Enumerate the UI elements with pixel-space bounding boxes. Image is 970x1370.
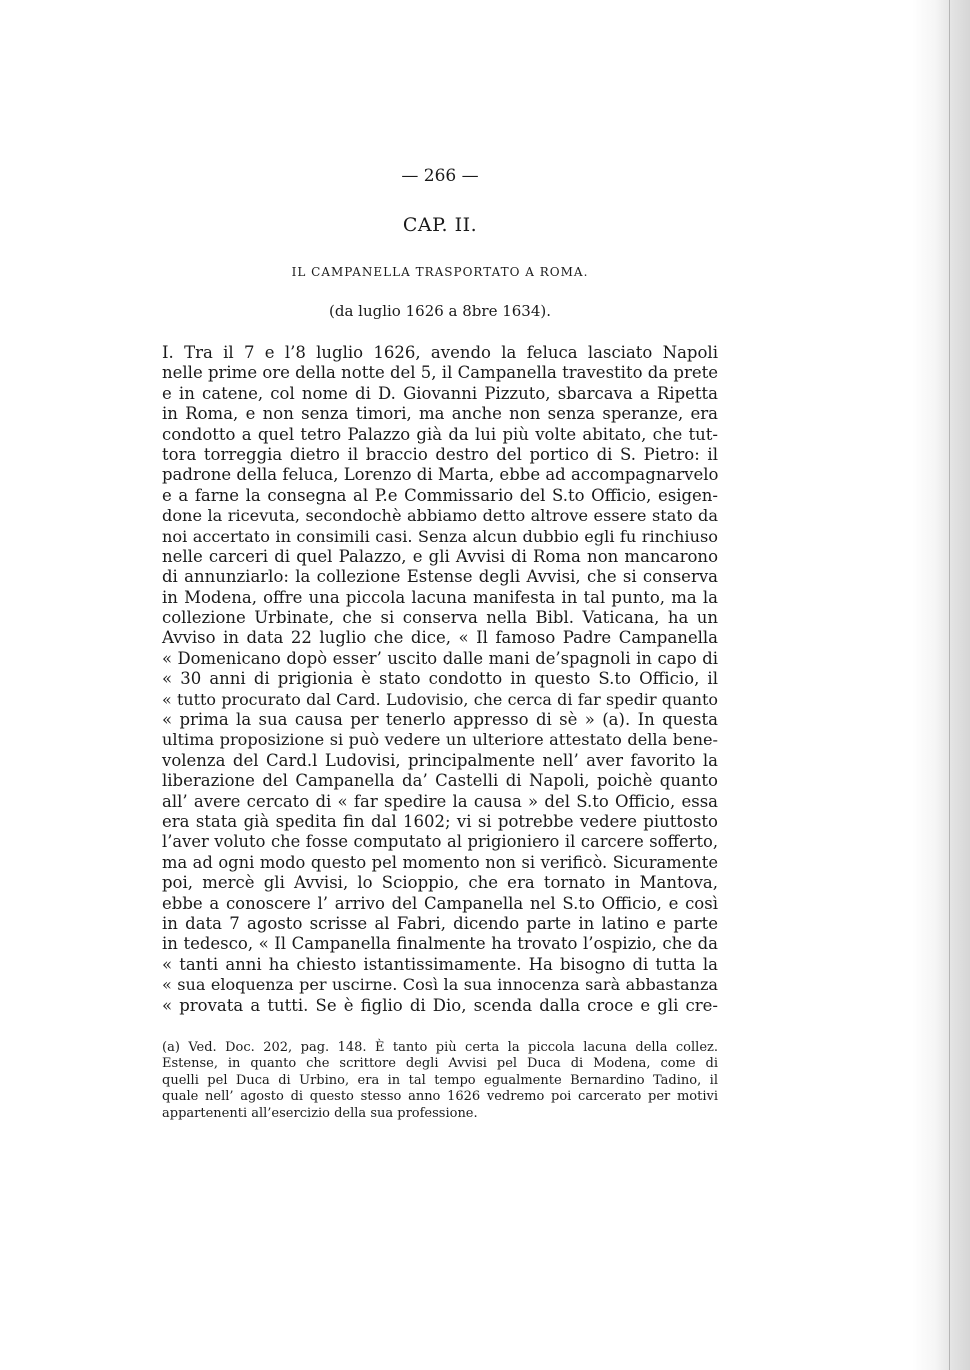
body-line: all’ avere cercato di « far spedire la causa » del S.to Officio, essa	[162, 791, 718, 811]
footnote-line: quale nell’ agosto di questo stesso anno 1626 vedremo poi carcerato per motivi	[162, 1089, 718, 1105]
body-line: di annunziarlo: la collezione Estense degli Avvisi, che si conserva	[162, 567, 718, 587]
body-line: « prima la sua causa per tenerlo appresso di sè » (a). In questa	[162, 710, 718, 730]
body-line: padrone della feluca, Lorenzo di Marta, ebbe ad accompagnarvelo	[162, 465, 719, 485]
body-line: nelle carceri di quel Palazzo, e gli Avvisi di Roma non mancarono	[162, 546, 718, 566]
body-line: poi, mercè gli Avvisi, lo Scioppio, che era tornato in Mantova,	[162, 873, 718, 893]
body-line: « 30 anni di prigionia è stato condotto in questo S.to Officio, il	[162, 669, 718, 689]
body-line: in Roma, e non senza timori, ma anche non senza speranze, era	[162, 404, 718, 424]
body-line: volenza del Card.l Ludovisi, principalmente nell’ aver favorito la	[162, 750, 718, 770]
body-line: Avviso in data 22 luglio che dice, « Il famoso Padre Campanella	[162, 628, 718, 648]
chapter-heading: CAP. II.	[402, 214, 478, 236]
body-line: condotto a quel tetro Palazzo già da lui più volte abitato, che tut-	[162, 424, 718, 444]
body-line: done la ricevuta, secondochè abbiamo detto altrove essere stato da	[162, 506, 718, 526]
body-line: in tedesco, « Il Campanella finalmente ha trovato l’ospizio, che da	[162, 934, 718, 954]
body-line: ultima proposizione si può vedere un ulteriore attestato della bene-	[162, 730, 718, 750]
body-text	[162, 343, 718, 1016]
date-range: (da luglio 1626 a 8bre 1634).	[328, 302, 552, 320]
body-line: noi accertato in consimili casi. Senza alcun dubbio egli fu rinchiuso	[162, 526, 718, 546]
body-line: ma ad ogni modo questo pel momento non si verificò. Sicuramente	[162, 852, 718, 872]
page-edge-shadow	[912, 0, 970, 1370]
footnote-line: quelli pel Duca di Urbino, era in tal tempo egualmente Bernardino Tadino, il	[162, 1072, 718, 1088]
body-line: in Modena, offre una piccola lacuna manifesta in tal punto, ma la	[162, 587, 718, 607]
body-line: l’aver voluto che fosse computato al prigioniero il carcere sofferto,	[162, 832, 718, 852]
footnote-line: appartenenti all’esercizio della sua professione.	[162, 1105, 478, 1121]
section-title: IL CAMPANELLA TRASPORTATO A ROMA.	[291, 265, 589, 279]
page-edge-line	[949, 0, 950, 1370]
body-line: tora torreggia dietro il braccio destro del portico di S. Pietro: il	[162, 444, 718, 464]
body-line: liberazione del Campanella da’ Castelli di Napoli, poichè quanto	[162, 771, 718, 791]
body-line: e in catene, col nome di D. Giovanni Pizzuto, sbarcava a Ripetta	[162, 383, 718, 403]
footnote-line: Estense, in quanto che scrittore degli Avvisi pel Duca di Modena, come di	[162, 1056, 718, 1072]
body-line: in data 7 agosto scrisse al Fabri, dicendo parte in latino e parte	[162, 913, 718, 933]
body-line: I. Tra il 7 e l’8 luglio 1626, avendo la feluca lasciato Napoli	[162, 343, 718, 362]
body-line: « Domenicano dopò esser’ uscito dalle mani de’spagnoli in capo di	[162, 648, 718, 668]
body-line: e a farne la consegna al P.e Commissario del S.to Officio, esigen-	[162, 485, 718, 505]
footnote	[162, 1040, 718, 1122]
body-line: ebbe a conoscere l’ arrivo del Campanella nel S.to Officio, e così	[162, 893, 718, 913]
body-line: « tutto procurato dal Card. Ludovisio, che cerca di far spedir quanto	[162, 689, 718, 709]
body-line: collezione Urbinate, che si conserva nella Bibl. Vaticana, ha un	[162, 608, 718, 628]
body-line: « tanti anni ha chiesto istantissimamente. Ha bisogno di tutta la	[162, 954, 718, 974]
page-number: — 266 —	[401, 166, 479, 186]
body-line: nelle prime ore della notte del 5, il Campanella travestito da prete	[162, 363, 719, 383]
footnote-line: (a) Ved. Doc. 202, pag. 148. È tanto più certa la piccola lacuna della collez.	[162, 1040, 718, 1055]
body-line: « provata a tutti. Se è figlio di Dio, scenda dalla croce e gli cre-	[162, 995, 718, 1015]
body-line: era stata già spedita fin dal 1602; vi si potrebbe vedere piuttosto	[162, 811, 718, 831]
body-line: « sua eloquenza per uscirne. Così la sua innocenza sarà abbastanza	[162, 975, 718, 995]
